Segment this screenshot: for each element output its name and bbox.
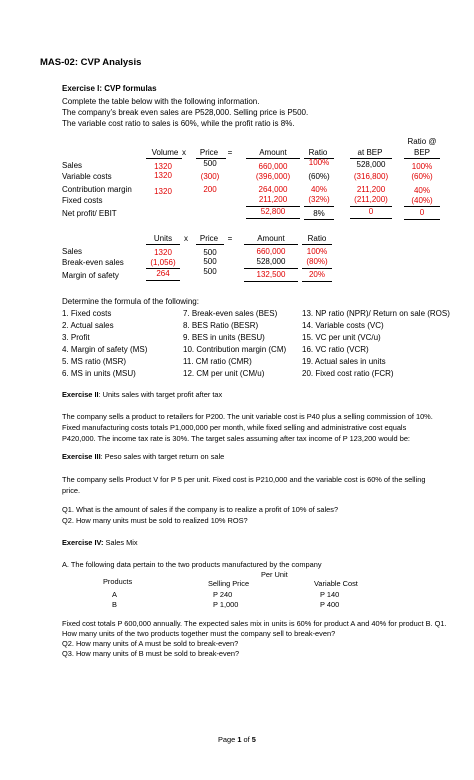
cell-ratio-bep: 100% bbox=[411, 162, 433, 171]
ex3-line: The company sells Product V for P 5 per unit. Fixed cost is P210,000 and the variable cost is 60% of the selling bbox=[62, 475, 426, 484]
row-label: Margin of safety bbox=[62, 271, 119, 280]
cell-units: (1,056) bbox=[150, 258, 176, 267]
col-header-amount: Amount bbox=[257, 234, 285, 243]
formula-item: 19. Actual sales in units bbox=[302, 357, 386, 366]
col-header-ratio: Ratio bbox=[307, 234, 327, 243]
col-header-x: x bbox=[184, 234, 188, 243]
ex4-per-unit: Per Unit bbox=[261, 570, 288, 579]
cell-price: 500 bbox=[203, 159, 217, 168]
formula-item: 13. NP ratio (NPR)/ Return on sale (ROS) bbox=[302, 309, 450, 318]
cell-ratio: 100% bbox=[308, 158, 330, 167]
formula-item: 7. Break-even sales (BES) bbox=[183, 309, 278, 318]
col-header-ratio-bep: Ratio @ bbox=[407, 137, 437, 146]
underline bbox=[196, 244, 224, 245]
ex4-vc: P 140 bbox=[320, 590, 340, 599]
ex2-line: P420,000. The income tax rate is 30%. The target sales assuming after tax income of P 123,200 would be: bbox=[62, 434, 410, 443]
ex2-line: The company sells a product to retailers for P200. The unit variable cost is P40 plus a selling commission of 10%. bbox=[62, 412, 433, 421]
cell-amount: (396,000) bbox=[255, 172, 291, 181]
col-header-units: Units bbox=[153, 234, 173, 243]
exercise-1-heading: Exercise I: CVP formulas bbox=[62, 84, 157, 93]
cell-volume: 1320 bbox=[154, 162, 172, 171]
cell-price: (300) bbox=[200, 172, 220, 181]
cell-units: 1320 bbox=[154, 248, 172, 257]
formula-item: 8. BES Ratio (BESR) bbox=[183, 321, 259, 330]
cell-ratio: (32%) bbox=[308, 195, 330, 204]
ex2-line: Fixed manufacturing costs totals P1,000,000 per month, while fixed selling and administrative cost equals bbox=[62, 423, 407, 432]
row-label: Contribution margin bbox=[62, 185, 132, 194]
ex4-line: Q3. How many units of B must be sold to break-even? bbox=[62, 649, 240, 658]
ex1-intro-line: The company’s break even sales are P528,000. Selling price is P500. bbox=[62, 108, 309, 117]
row-label: Net profit/ EBIT bbox=[62, 209, 117, 218]
cell-ratio: (80%) bbox=[306, 257, 328, 266]
cell-amount: 211,200 bbox=[258, 195, 288, 204]
cell-amount: 528,000 bbox=[256, 257, 286, 266]
row-label: Break-even sales bbox=[62, 258, 124, 267]
cell-ratio: 8% bbox=[313, 209, 325, 218]
col-header-ratio: Ratio bbox=[308, 148, 328, 157]
col-header-price: Price bbox=[199, 148, 219, 157]
cell-ratio: (60%) bbox=[308, 172, 330, 181]
formula-item: 3. Profit bbox=[62, 333, 90, 342]
cell-price: 200 bbox=[203, 185, 217, 194]
exercise-3-heading: Exercise III: Peso sales with target return on sale bbox=[62, 452, 225, 461]
ex4-header-price: Selling Price bbox=[208, 579, 250, 588]
exercise-2-heading: Exercise II: Units sales with target profit after tax bbox=[62, 390, 223, 399]
formula-item: 16. VC ratio (VCR) bbox=[302, 345, 369, 354]
cell-at-bep: 528,000 bbox=[356, 160, 386, 169]
formula-item: 1. Fixed costs bbox=[62, 309, 112, 318]
formula-item: 6. MS in units (MSU) bbox=[62, 369, 136, 378]
cell-amount: 660,000 bbox=[256, 247, 286, 256]
underline bbox=[304, 219, 334, 220]
cell-ratio-bep: (60%) bbox=[411, 172, 433, 181]
formula-item: 10. Contribution margin (CM) bbox=[183, 345, 287, 354]
cell-ratio-bep: (40%) bbox=[411, 196, 433, 205]
underline bbox=[146, 280, 180, 281]
cell-price: 500 bbox=[203, 248, 217, 257]
ex3-q1: Q1. What is the amount of sales if the company is to realize a profit of 10% of sales? bbox=[62, 505, 339, 514]
formula-item: 9. BES in units (BESU) bbox=[183, 333, 265, 342]
cell-amount: 264,000 bbox=[258, 185, 288, 194]
underline bbox=[404, 206, 440, 207]
cell-at-bep: 0 bbox=[368, 207, 374, 216]
page-title: MAS-02: CVP Analysis bbox=[40, 57, 142, 68]
exercise-4-heading: Exercise IV: Sales Mix bbox=[62, 538, 138, 547]
cell-ratio-bep: 0 bbox=[419, 208, 425, 217]
ex1-intro-line: Complete the table below with the following information. bbox=[62, 97, 260, 106]
ex4-price: P 240 bbox=[213, 590, 233, 599]
underline bbox=[246, 218, 300, 219]
ex4-price: P 1,000 bbox=[213, 600, 239, 609]
ex4-product: A bbox=[112, 590, 117, 599]
underline bbox=[350, 218, 392, 219]
underline bbox=[304, 206, 334, 207]
ex4-header-products: Products bbox=[103, 577, 133, 586]
underline bbox=[146, 244, 180, 245]
underline bbox=[302, 268, 332, 269]
underline bbox=[244, 244, 298, 245]
ex3-line: price. bbox=[62, 486, 81, 495]
ex4-intro: A. The following data pertain to the two products manufactured by the company bbox=[62, 560, 322, 569]
formula-item: 20. Fixed cost ratio (FCR) bbox=[302, 369, 394, 378]
cell-at-bep: (211,200) bbox=[354, 195, 388, 204]
col-header-volume: Volume bbox=[151, 148, 179, 157]
col-header-amount: Amount bbox=[259, 148, 287, 157]
cell-volume: 1320 bbox=[154, 171, 172, 180]
underline bbox=[350, 158, 392, 159]
cell-amount: 660,000 bbox=[258, 162, 288, 171]
formula-item: 5. MS ratio (MSR) bbox=[62, 357, 127, 366]
cell-amount: 132,500 bbox=[256, 270, 286, 279]
ex4-vc: P 400 bbox=[320, 600, 340, 609]
ex4-header-vc: Variable Cost bbox=[314, 579, 358, 588]
underline bbox=[404, 219, 440, 220]
cell-at-bep: 211,200 bbox=[356, 185, 386, 194]
ex4-line: Fixed cost totals P 600,000 annually. The expected sales mix in units is 60% for product A and 40% for product B. Q1. bbox=[62, 619, 447, 628]
row-label: Sales bbox=[62, 247, 83, 256]
row-label: Sales bbox=[62, 161, 83, 170]
col-header-eq: = bbox=[227, 234, 233, 243]
col-header-at-bep: at BEP bbox=[357, 148, 383, 157]
ex1-intro-line: The variable cost ratio to sales is 60%, while the profit ratio is 8%. bbox=[62, 119, 295, 128]
underline bbox=[302, 281, 332, 282]
ex4-line: Q2. How many units of A must be sold to break-even? bbox=[62, 639, 239, 648]
cell-amount: 52,800 bbox=[260, 207, 286, 216]
underline bbox=[246, 158, 300, 159]
underline bbox=[244, 281, 298, 282]
ex3-q2: Q2. How many units must be sold to realized 10% ROS? bbox=[62, 516, 248, 525]
formula-item: 15. VC per unit (VC/u) bbox=[302, 333, 381, 342]
formula-item: 11. CM ratio (CMR) bbox=[183, 357, 252, 366]
underline bbox=[404, 158, 440, 159]
cell-ratio-bep: 40% bbox=[413, 186, 430, 195]
cell-at-bep: (316,800) bbox=[353, 172, 389, 181]
cell-ratio: 40% bbox=[310, 185, 327, 194]
formula-intro: Determine the formula of the following: bbox=[62, 297, 199, 306]
cell-ratio: 100% bbox=[306, 247, 328, 256]
cell-volume: 1320 bbox=[154, 187, 172, 196]
cell-ratio: 20% bbox=[308, 270, 325, 279]
formula-item: 14. Variable costs (VC) bbox=[302, 321, 384, 330]
col-header-x: x bbox=[182, 148, 186, 157]
col-header-ratio-bep-2: BEP bbox=[413, 148, 430, 157]
row-label: Fixed costs bbox=[62, 196, 103, 205]
formula-item: 12. CM per unit (CM/u) bbox=[183, 369, 265, 378]
ex4-product: B bbox=[112, 600, 117, 609]
page-number: Page 1 of 5 bbox=[218, 735, 256, 744]
cell-price: 500 bbox=[203, 257, 217, 266]
cell-price: 500 bbox=[203, 267, 217, 276]
formula-item: 2. Actual sales bbox=[62, 321, 114, 330]
underline bbox=[302, 244, 332, 245]
row-label: Variable costs bbox=[62, 172, 112, 181]
col-header-eq: = bbox=[227, 148, 233, 157]
underline bbox=[244, 268, 298, 269]
col-header-price: Price bbox=[199, 234, 219, 243]
underline bbox=[146, 158, 182, 159]
ex4-line: How many units of the two products together must the company sell to break-even? bbox=[62, 629, 336, 638]
formula-item: 4. Margin of safety (MS) bbox=[62, 345, 148, 354]
cell-units: 264 bbox=[156, 269, 170, 278]
